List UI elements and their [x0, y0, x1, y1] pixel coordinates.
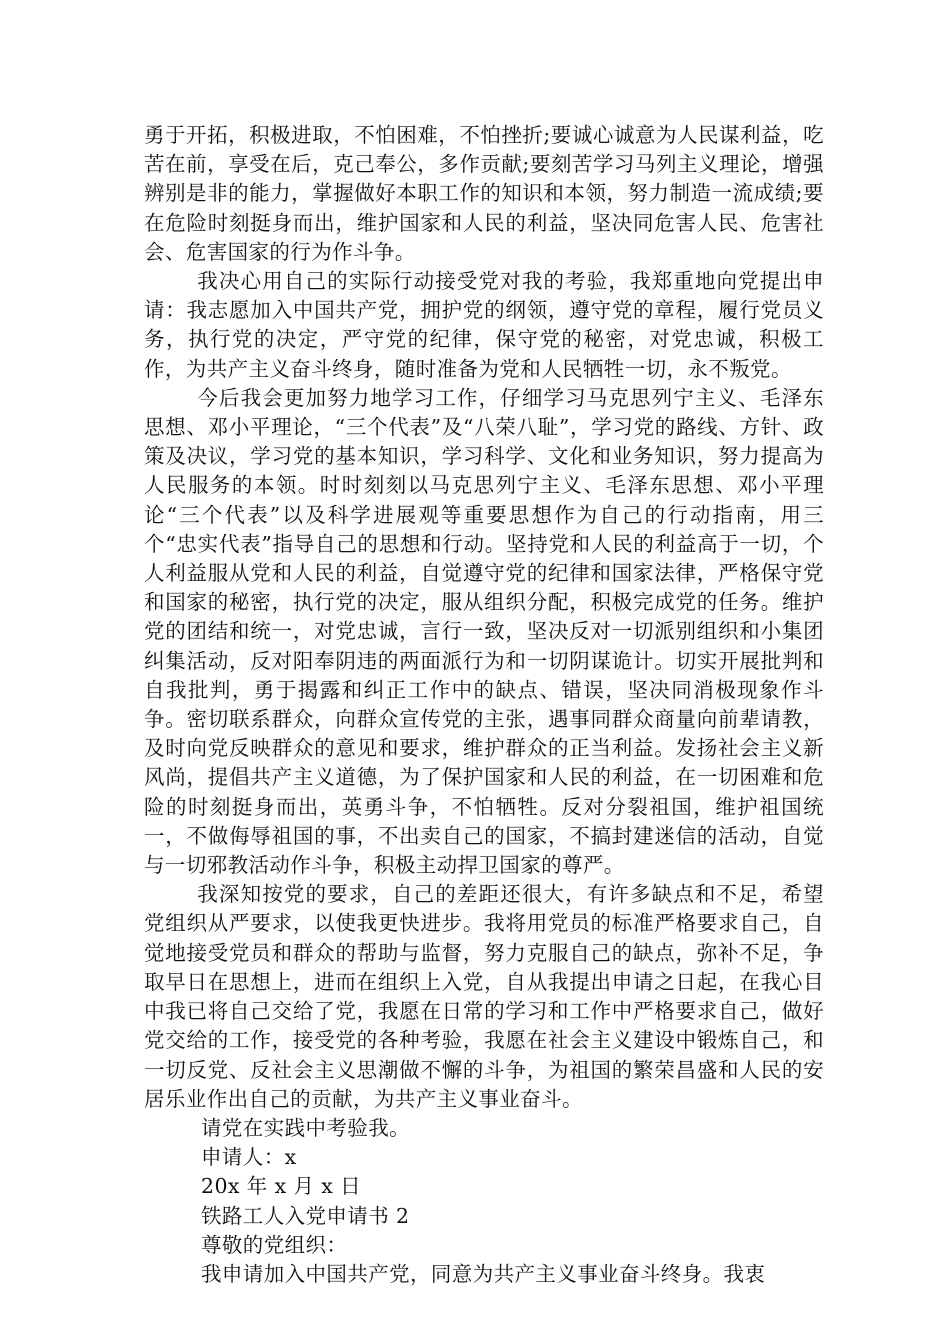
document-body: [144, 121, 824, 1289]
salutation-line: 尊敬的党组织：: [201, 1232, 348, 1257]
applicant-line: 申请人：x: [201, 1145, 297, 1170]
paragraph-future-study: 今后我会更加努力地学习工作，仔细学习马克思列宁主义、毛泽东思想、邓小平理论，“三个代表”及“八荣八耻”，学习党的路线、方针、政策及决议，学习党的基本知识，学习科学、文化和业务知识，努力提高为人民服务的本领。时时刻刻以马克思列宁主义、毛泽东思想、邓小平理论“三个代表”以及科学进展观等重要思想作为自己的行动指南，用三个“忠实代表”指导自己的思想和行动。坚持党和人民的利益高于一切，个人利益服从党和人民的利益，自觉遵守党的纪律和国家法律，严格保守党和国家的秘密，执行党的决定，服从组织分配，积极完成党的任务。维护党的团结和统一，对党忠诚，言行一致，坚决反对一切派别组织和小集团纠集活动，反对阳奉阴违的两面派行为和一切阴谋诡计。切实开展批判和自我批判，勇于揭露和纠正工作中的缺点、错误，坚决同消极现象作斗争。密切联系群众，向群众宣传党的主张，遇事同群众商量向前辈请教，及时向党反映群众的意见和要求，维护群众的正当利益。发扬社会主义新风尚，提倡共产主义道德，为了保护国家和人民的利益，在一切困难和危险的时刻挺身而出，英勇斗争，不怕牺牲。反对分裂祖国，维护祖国统一，不做侮辱祖国的事，不出卖自己的国家，不搞封建迷信的活动，自觉与一切邪教活动作斗争，积极主动捍卫国家的尊严。: [144, 385, 824, 878]
closing-line: 请党在实践中考验我。: [201, 1115, 410, 1140]
date-line: 20x 年 x 月 x 日: [201, 1174, 362, 1199]
next-letter-opening: 我申请加入中国共产党，同意为共产主义事业奋斗终身。我衷: [201, 1261, 766, 1286]
next-letter-title: 铁路工人入党申请书 2: [201, 1203, 410, 1228]
paragraph-continuation: 勇于开拓，积极进取，不怕困难，不怕挫折;要诚心诚意为人民谋利益，吃苦在前，享受在后，克己奉公，多作贡献;要刻苦学习马列主义理论，增强辨别是非的能力，掌握做好本职工作的知识和本领，努力制造一流成绩;要在危险时刻挺身而出，维护国家和人民的利益，坚决同危害人民、危害社会、危害国家的行为作斗争。: [144, 123, 824, 264]
paragraph-application: 我决心用自己的实际行动接受党对我的考验，我郑重地向党提出申请：我志愿加入中国共产党，拥护党的纲领，遵守党的章程，履行党员义务，执行党的决定，严守党的纪律，保守党的秘密，对党忠诚，积极工作，为共产主义奋斗终身，随时准备为党和人民牺牲一切，永不叛党。: [144, 269, 824, 381]
paragraph-self-reflection: 我深知按党的要求，自己的差距还很大，有许多缺点和不足，希望党组织从严要求，以使我更快进步。我将用党员的标准严格要求自己，自觉地接受党员和群众的帮助与监督，努力克服自己的缺点，弥补不足，争取早日在思想上，进而在组织上入党，自从我提出申请之日起，在我心目中我已将自己交给了党，我愿在日常的学习和工作中严格要求自己，做好党交给的工作，接受党的各种考验，我愿在社会主义建设中锻炼自己，和一切反党、反社会主义思潮做不懈的斗争，为祖国的繁荣昌盛和人民的安居乐业作出自己的贡献，为共产主义事业奋斗。: [144, 882, 824, 1111]
